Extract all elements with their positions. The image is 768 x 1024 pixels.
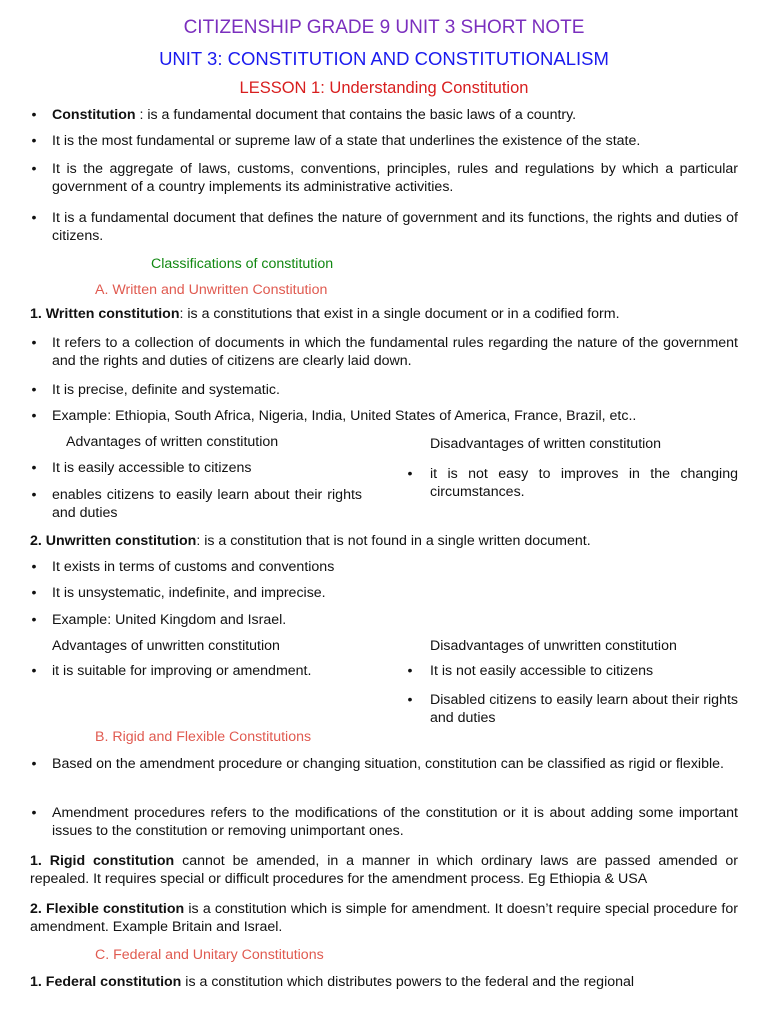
list-item: It refers to a collection of documents in which the fundamental rules regarding the nature of the government and the rights and duties of citizens are clearly laid down.: [52, 335, 738, 369]
list-item: Amendment procedures refers to the modifications of the constitution or it is about adding some important issues to the constitution or removing unimportant ones.: [52, 805, 738, 839]
list-item: It is unsystematic, indefinite, and imprecise.: [52, 585, 326, 601]
bullet-icon: •: [407, 466, 413, 482]
bullet-icon: •: [31, 559, 37, 575]
section-c-heading: C. Federal and Unitary Constitutions: [95, 947, 324, 963]
unwritten-definition: 2. Unwritten constitution: is a constitution that is not found in a single written document.: [30, 533, 591, 549]
bullet-icon: •: [31, 663, 37, 679]
section-b-heading: B. Rigid and Flexible Constitutions: [95, 729, 312, 745]
bullet-icon: •: [31, 487, 37, 503]
flexible-constitution: 2. Flexible constitution is a constitution which is simple for amendment. It doesn’t require special procedure for amendment. Example Britain and Israel.: [30, 901, 738, 935]
list-item: It exists in terms of customs and conventions: [52, 559, 335, 575]
unit-title: UNIT 3: CONSTITUTION AND CONSTITUTIONALISM: [159, 48, 609, 69]
list-item: it is not easy to improves in the changing circumstances.: [430, 466, 738, 500]
rigid-constitution: 1. Rigid constitution cannot be amended, in a manner in which ordinary laws are passed amended or repealed. It requires special or difficult procedures for the amendment process. Eg Ethiopia & USA: [30, 853, 738, 887]
bullet-icon: •: [407, 692, 413, 708]
document-title: CITIZENSHIP GRADE 9 UNIT 3 SHORT NOTE: [183, 17, 585, 38]
bullet-icon: •: [31, 107, 37, 123]
bullet-icon: •: [407, 663, 413, 679]
list-item: Example: United Kingdom and Israel.: [52, 612, 287, 628]
bullet-icon: •: [31, 612, 37, 628]
bullet-icon: •: [31, 161, 37, 177]
bullet-icon: •: [31, 210, 37, 226]
bullet-icon: •: [31, 585, 37, 601]
classifications-heading: Classifications of constitution: [151, 256, 334, 272]
bullet-icon: •: [31, 382, 37, 398]
bullet-icon: •: [31, 133, 37, 149]
list-item: Based on the amendment procedure or changing situation, constitution can be classified as rigid or flexible.: [52, 756, 724, 772]
section-a-heading: A. Written and Unwritten Constitution: [95, 282, 328, 298]
list-item: It is the aggregate of laws, customs, conventions, principles, rules and regulations by which a particular government of a country implements its administrative activities.: [52, 161, 738, 195]
lesson-title: LESSON 1: Understanding Constitution: [239, 79, 529, 97]
unwritten-advantages-heading: Advantages of unwritten constitution: [52, 638, 280, 654]
list-item: it is suitable for improving or amendment.: [52, 663, 312, 679]
list-item: It is easily accessible to citizens: [52, 460, 252, 476]
list-item: It is the most fundamental or supreme law of a state that underlines the existence of the state.: [52, 133, 641, 149]
bullet-icon: •: [31, 408, 37, 424]
list-item: It is precise, definite and systematic.: [52, 382, 280, 398]
list-item: Disabled citizens to easily learn about their rights and duties: [430, 692, 738, 726]
unwritten-disadvantages-heading: Disadvantages of unwritten constitution: [430, 638, 677, 654]
list-item: It is not easily accessible to citizens: [430, 663, 654, 679]
bullet-icon: •: [31, 460, 37, 476]
written-definition: 1. Written constitution: is a constitutions that exist in a single document or in a codified form.: [30, 306, 620, 322]
bullet-icon: •: [31, 805, 37, 821]
list-item: Example: Ethiopia, South Africa, Nigeria, India, United States of America, France, Brazil, etc..: [52, 408, 637, 424]
bullet-icon: •: [31, 335, 37, 351]
written-disadvantages-heading: Disadvantages of written constitution: [430, 436, 662, 452]
bullet-icon: •: [31, 756, 37, 772]
federal-constitution: 1. Federal constitution is a constitution which distributes powers to the federal and the regional: [30, 974, 635, 990]
list-item: It is a fundamental document that defines the nature of government and its functions, the rights and duties of citizens.: [52, 210, 738, 244]
list-item: enables citizens to easily learn about their rights and duties: [52, 487, 362, 521]
written-advantages-heading: Advantages of written constitution: [66, 434, 279, 450]
list-item: Constitution : is a fundamental document that contains the basic laws of a country.: [52, 107, 577, 123]
